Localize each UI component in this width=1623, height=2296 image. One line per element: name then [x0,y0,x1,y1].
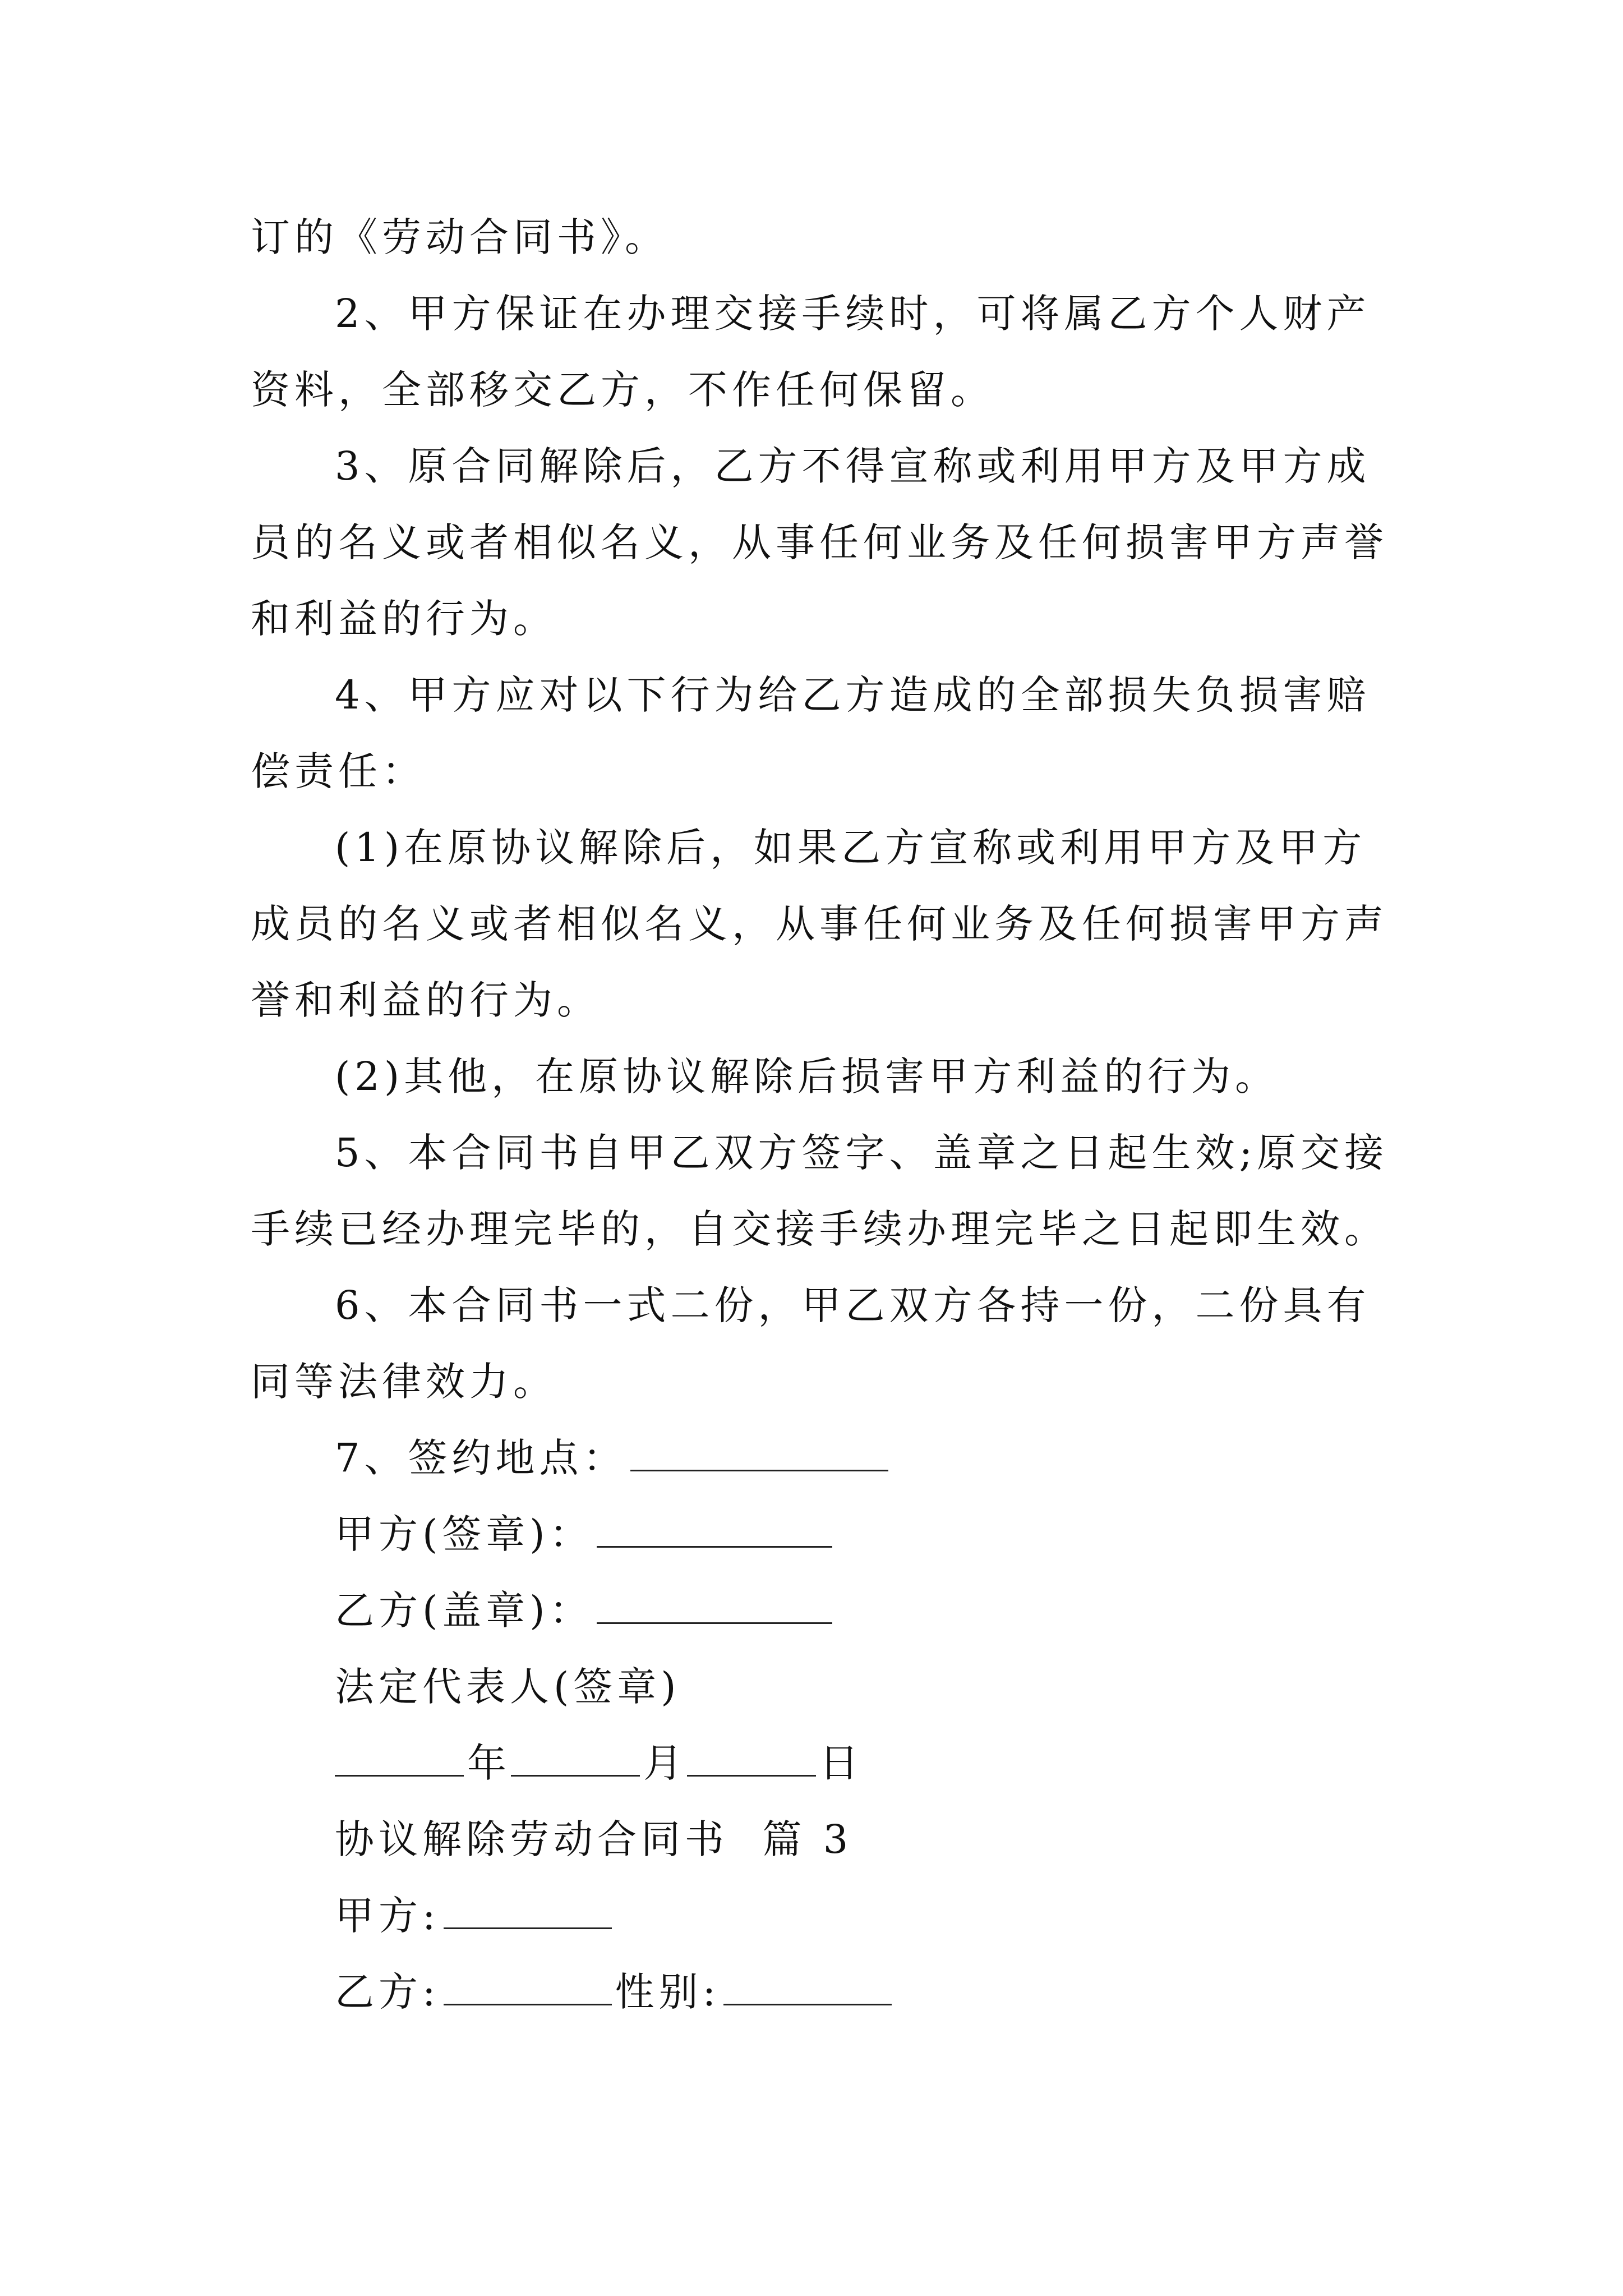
day-label: 日 [819,1740,863,1786]
clause-4-item-1: (1)在原协议解除后，如果乙方宣称或利用甲方及甲方成员的名义或者相似名义，从事任何业务及任何损害甲方声誉和利益的行为。 [251,825,1388,1023]
month-label: 月 [643,1740,687,1786]
clause-3: 3、原合同解除后，乙方不得宣称或利用甲方及甲方成员的名义或者相似名义，从事任何业务及任何损害甲方声誉和利益的行为。 [251,443,1388,642]
year-blank[interactable] [335,1740,464,1777]
section-gender-label: 性别: [615,1969,721,2015]
party-b-seal-blank[interactable] [597,1588,832,1624]
signing-place-blank[interactable] [630,1435,888,1471]
day-blank[interactable] [687,1740,816,1777]
legal-rep-label: 法定代表人(签章) [335,1664,681,1710]
section-gender-blank[interactable] [723,1969,892,2005]
section-title-text: 协议解除劳动合同书 篇 3 [335,1816,853,1862]
date-row [251,1725,1395,1801]
month-blank[interactable] [511,1740,640,1777]
section-party-b-row [251,1954,1395,2030]
clause-2: 2、甲方保证在办理交接手续时，可将属乙方个人财产资料，全部移交乙方，不作任何保留。 [251,291,1371,413]
legal-rep-row [251,1649,1395,1725]
clause-4: 4、甲方应对以下行为给乙方造成的全部损失负损害赔偿责任： [251,672,1371,794]
party-a-sign-blank[interactable] [597,1511,832,1548]
year-label: 年 [467,1740,511,1786]
clause-6: 6、本合同书一式二份，甲乙双方各持一份，二份具有同等法律效力。 [251,1282,1371,1405]
section-party-b-label: 乙方: [335,1969,440,2015]
document-body [251,199,1395,2030]
section-party-a-row [251,1878,1395,1954]
section-title [251,1801,1395,1878]
section-party-a-blank[interactable] [444,1893,612,1929]
party-b-seal-label: 乙方(盖章)： [335,1588,593,1634]
clause-4-item-2: (2)其他，在原协议解除后损害甲方利益的行为。 [335,1053,1279,1099]
party-b-seal-row [251,1572,1395,1649]
party-a-sign-row [251,1496,1395,1572]
signing-place-label: 7、签约地点： [335,1435,627,1481]
signing-place-row [251,1420,1395,1496]
paragraph-continuation: 订的《劳动合同书》。 [251,214,668,260]
clause-5: 5、本合同书自甲乙双方签字、盖章之日起生效;原交接手续已经办理完毕的，自交接手续办理完毕之日起即生效。 [251,1130,1389,1252]
party-a-sign-label: 甲方(签章)： [335,1511,593,1557]
section-party-b-blank[interactable] [444,1969,612,2005]
section-party-a-label: 甲方: [335,1893,440,1939]
